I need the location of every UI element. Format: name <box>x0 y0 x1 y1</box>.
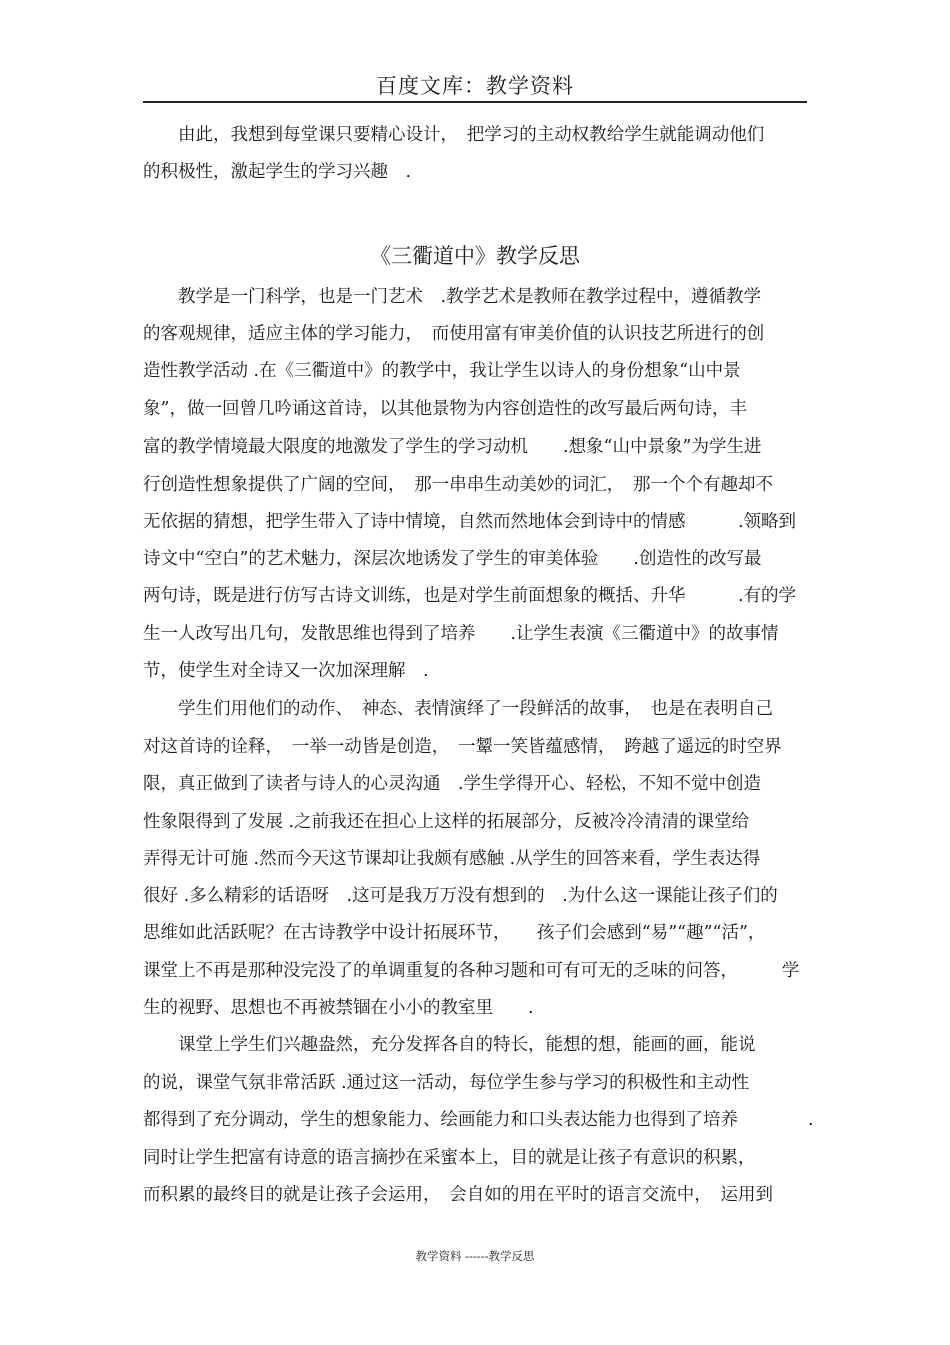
text-line: 课堂上学生们兴趣盎然，充分发挥各自的特长，能想的想，能画的画，能说 <box>143 1035 756 1055</box>
text-line: 象”，做一回曾几吟诵这首诗，以其他景物为内容创造性的改写最后两句诗，丰 <box>143 399 747 419</box>
text-line: 教学是一门科学，也是一门艺术 .教学艺术是教师在教学过程中，遵循教学 <box>143 287 762 307</box>
text-line: 诗文中“空白”的艺术魅力，深层次地诱发了学生的审美体验 .创造性的改写最 <box>143 549 762 569</box>
text-line: 都得到了充分调动，学生的想象能力、绘画能力和口头表达能力也得到了培养 . <box>143 1110 814 1130</box>
text-line: 很好 .多么精彩的话语呀 .这可是我万万没有想到的 .为什么这一课能让孩子们的 <box>143 886 778 906</box>
text-line: 富的教学情境最大限度的地激发了学生的学习动机 .想象“山中景象”为学生进 <box>143 437 762 457</box>
text-line: 生的视野、思想也不再被禁锢在小小的教室里 . <box>143 998 534 1018</box>
text-line: 课堂上不再是那种没完没了的单调重复的各种习题和可有可无的乏味的问答， 学 <box>143 961 800 981</box>
text-line: 思维如此活跃呢？在古诗教学中设计拓展环节， 孩子们会感到“易”“趣”“活”， <box>143 923 766 943</box>
text-line: 的客观规律，适应主体的学习能力， 而使用富有审美价值的认识技艺所进行的创 <box>143 324 765 344</box>
article-title: 《三衢道中》教学反思 <box>370 244 580 268</box>
text-line: 节，使学生对全诗又一次加深理解 . <box>143 661 429 681</box>
page-header-title: 百度文库：教学资料 <box>376 74 574 98</box>
text-line: 两句诗，既是进行仿写古诗文训练，也是对学生前面想象的概括、升华 .有的学 <box>143 586 797 606</box>
text-line: 性象限得到了发展 .之前我还在担心上这样的拓展部分，反被冷冷清清的课堂给 <box>143 812 750 832</box>
text-line: 限，真正做到了读者与诗人的心灵沟通 .学生学得开心、轻松，不知不觉中创造 <box>143 774 762 794</box>
text-line: 的说，课堂气氛非常活跃 .通过这一活动，每位学生参与学习的积极性和主动性 <box>143 1073 750 1093</box>
text-line: 生一人改写出几句，发散思维也得到了培养 .让学生表演《三衢道中》的故事情 <box>143 624 779 644</box>
header-divider <box>143 101 807 103</box>
text-line: 而积累的最终目的就是让孩子会运用， 会自如的用在平时的语言交流中， 运用到 <box>143 1185 773 1205</box>
text-line: 对这首诗的诠释， 一举一动皆是创造， 一颦一笑皆蕴感情， 跨越了遥远的时空界 <box>143 737 782 757</box>
text-line: 弄得无计可施 .然而今天这节课却让我颇有感触 .从学生的回答来看，学生表达得 <box>143 849 761 869</box>
text-line: 行创造性想象提供了广阔的空间， 那一串串生动美妙的词汇， 那一个个有趣却不 <box>143 475 773 495</box>
text-line: 无依据的猜想，把学生带入了诗中情境，自然而然地体会到诗中的情感 .领略到 <box>143 512 797 532</box>
text-line: 学生们用他们的动作、 神态、表情演绎了一段鲜活的故事， 也是在表明自己 <box>143 699 773 719</box>
page-footer: 教学资料 ------教学反思 <box>415 1249 535 1263</box>
text-line: 的积极性，激起学生的学习兴趣 . <box>143 162 412 182</box>
text-line: 同时让学生把富有诗意的语言摘抄在采蜜本上，目的就是让孩子有意识的积累， <box>143 1148 756 1168</box>
text-line: 由此，我想到每堂课只要精心设计， 把学习的主动权教给学生就能调动他们 <box>143 125 765 145</box>
text-line: 造性教学活动 .在《三衢道中》的教学中，我让学生以诗人的身份想象“山中景 <box>143 361 741 381</box>
